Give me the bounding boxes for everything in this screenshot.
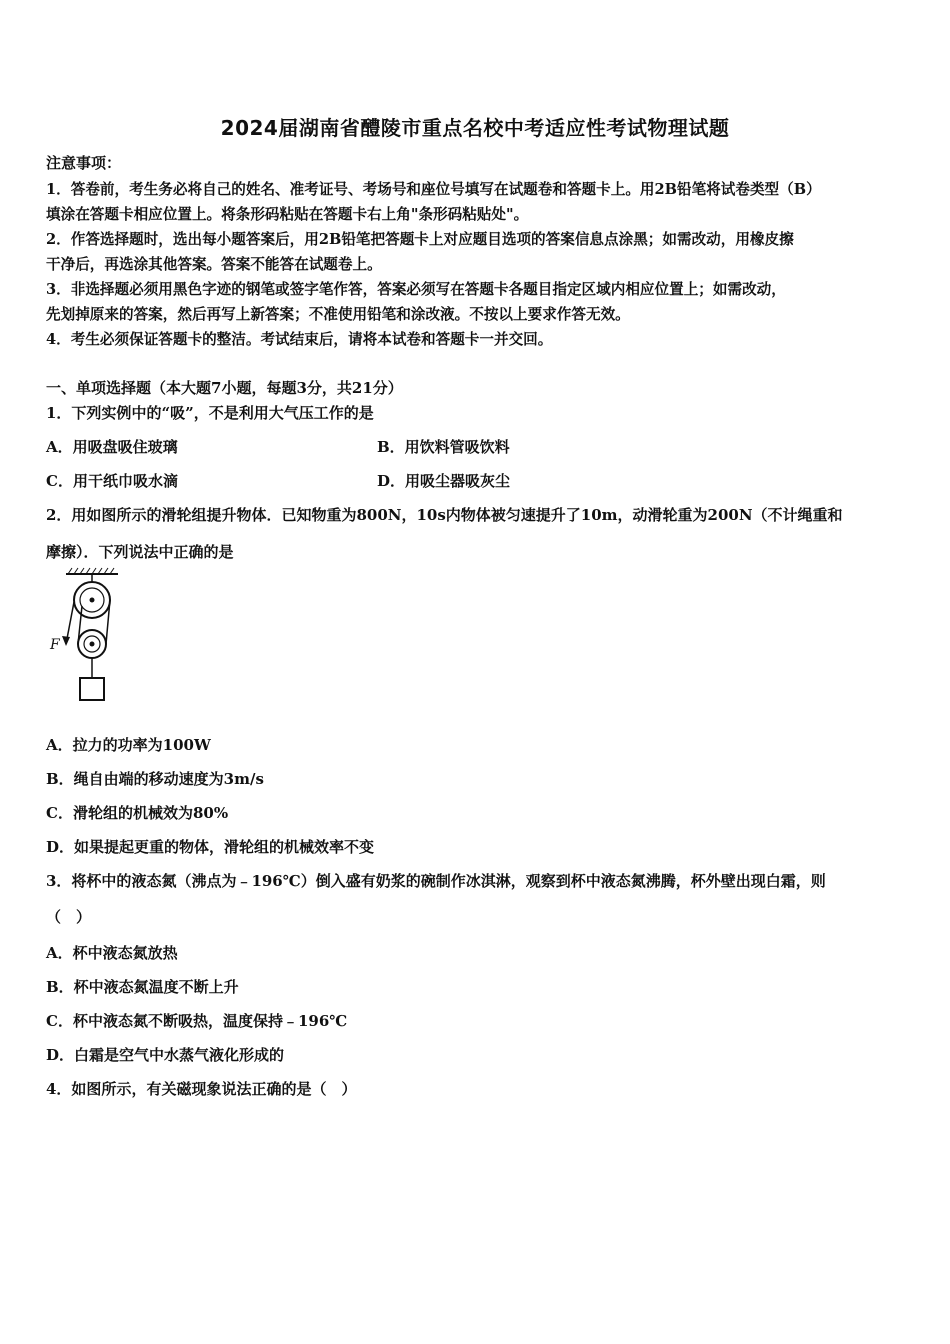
question-1-option-d: D．用吸尘器吸灰尘	[377, 472, 511, 490]
question-3-option-a: A．杯中液态氮放热	[46, 944, 178, 962]
question-3-stem: 3．将杯中的液态氮（沸点为﹣196℃）倒入盛有奶浆的碗制作冰淇淋，观察到杯中液态氮沸腾，杯外壁出现白霜，则	[46, 872, 826, 890]
notice-heading: 注意事项：	[46, 154, 122, 172]
notice-line: 填涂在答题卡相应位置上。将条形码粘贴在答题卡右上角"条形码粘贴处"。	[46, 206, 529, 223]
question-2-option-a: A．拉力的功率为100W	[46, 736, 211, 754]
notice-line: 1．答卷前，考生务必将自己的姓名、准考证号、考场号和座位号填写在试题卷和答题卡上。用2B铅笔将试卷类型（B）	[46, 181, 821, 198]
question-3-option-b: B．杯中液态氮温度不断上升	[46, 978, 239, 996]
pulley-system-figure	[44, 566, 128, 704]
notice-line: 干净后，再选涂其他答案。答案不能答在试题卷上。	[46, 256, 382, 273]
page-title: 2024届湖南省醴陵市重点名校中考适应性考试物理试题	[220, 116, 730, 140]
question-2-option-b: B．绳自由端的移动速度为3m/s	[46, 770, 264, 788]
notice-line: 3．非选择题必须用黑色字迹的钢笔或签字笔作答，答案必须写在答题卡各题目指定区域内相应位置上；如需改动，	[46, 281, 786, 298]
question-3-option-d: D．白霜是空气中水蒸气液化形成的	[46, 1046, 285, 1064]
question-3-stem-continued: （ ）	[46, 908, 92, 926]
question-1-option-c: C．用干纸巾吸水滴	[46, 472, 178, 490]
notice-line: 先划掉原来的答案，然后再写上新答案；不准使用铅笔和涂改液。不按以上要求作答无效。	[46, 306, 630, 323]
question-4-stem: 4．如图所示，有关磁现象说法正确的是（ ）	[46, 1080, 357, 1098]
notice-line: 4．考生必须保证答题卡的整洁。考试结束后，请将本试卷和答题卡一并交回。	[46, 331, 553, 348]
notice-line: 2．作答选择题时，选出每小题答案后，用2B铅笔把答题卡上对应题目选项的答案信息点涂黑；如需改动，用橡皮擦	[46, 231, 794, 248]
question-1-stem: 1．下列实例中的“吸”，不是利用大气压工作的是	[46, 404, 374, 422]
question-3-option-c: C．杯中液态氮不断吸热，温度保持﹣196℃	[46, 1012, 348, 1030]
force-label: F	[50, 637, 60, 653]
question-1-option-b: B．用饮料管吸饮料	[377, 438, 510, 456]
question-2-option-c: C．滑轮组的机械效为80%	[46, 804, 229, 822]
question-2-option-d: D．如果提起更重的物体，滑轮组的机械效率不变	[46, 838, 375, 856]
question-2-stem-continued: 摩擦）．下列说法中正确的是	[46, 543, 234, 561]
question-1-option-a: A．用吸盘吸住玻璃	[46, 438, 178, 456]
section-heading: 一、单项选择题（本大题7小题，每题3分，共21分）	[46, 379, 403, 397]
question-2-stem: 2．用如图所示的滑轮组提升物体．已知物重为800N，10s内物体被匀速提升了10m，动滑轮重为200N（不计绳重和	[46, 506, 843, 524]
